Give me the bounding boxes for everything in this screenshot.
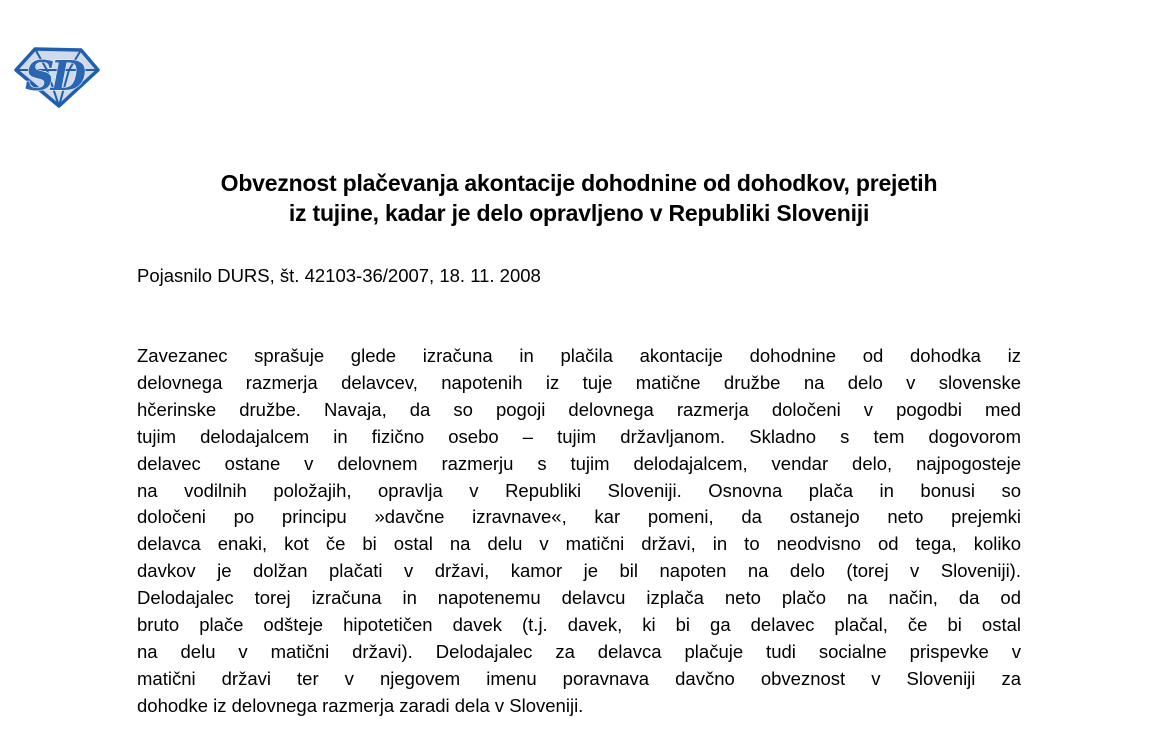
- document-body: [137, 343, 1021, 720]
- body-line: tujim delodajalcem in fizično osebo – tujim državljanom. Skladno s tem dogovorom: [137, 425, 1021, 447]
- body-line: davkov je dolžan plačati v državi, kamor je bil napoten na delo (torej v Sloveniji).: [137, 560, 1021, 582]
- sd-diamond-logo: [13, 45, 101, 109]
- body-line: delavec ostane v delovnem razmerju s tujim delodajalcem, vendar delo, najpogosteje: [137, 452, 1021, 474]
- body-line: na vodilnih položajih, opravlja v Republiki Sloveniji. Osnovna plača in bonusi so: [137, 479, 1021, 501]
- body-line: hčerinske družbe. Navaja, da so pogoji delovnega razmerja določeni v pogodbi med: [137, 398, 1021, 420]
- body-line: Delodajalec torej izračuna in napotenemu delavcu izplača neto plačo na način, da od: [137, 587, 1021, 609]
- body-line: bruto plače odšteje hipotetičen davek (t.j. davek, ki bi ga delavec plačal, če bi ostal: [137, 614, 1021, 636]
- title-line-1: Obveznost plačevanja akontacije dohodnine od dohodkov, prejetih: [220, 170, 938, 196]
- body-line: delovnega razmerja delavcev, napotenih iz tuje matične družbe na delo v slovenske: [137, 371, 1021, 393]
- body-line: na delu v matični državi). Delodajalec za delavca plačuje tudi socialne prispevke v: [137, 640, 1021, 662]
- document-title: [137, 168, 1021, 228]
- logo-letters: SD: [25, 52, 83, 100]
- body-line: določeni po principu »davčne izravnave«, kar pomeni, da ostanejo neto prejemki: [137, 506, 1021, 528]
- document-reference: Pojasnilo DURS, št. 42103-36/2007, 18. 11. 2008: [137, 265, 541, 286]
- body-line: Zavezanec sprašuje glede izračuna in plačila akontacije dohodnine od dohodka iz: [137, 345, 1021, 366]
- title-line-2: iz tujine, kadar je delo opravljeno v Republiki Sloveniji: [288, 200, 870, 226]
- body-line: matični državi ter v njegovem imenu poravnava davčno obveznost v Sloveniji za: [137, 667, 1021, 689]
- body-line: delavca enaki, kot če bi ostal na delu v matični državi, in to neodvisno od tega, koliko: [137, 533, 1021, 555]
- body-line: dohodke iz delovnega razmerja zaradi dela v Sloveniji.: [137, 694, 584, 716]
